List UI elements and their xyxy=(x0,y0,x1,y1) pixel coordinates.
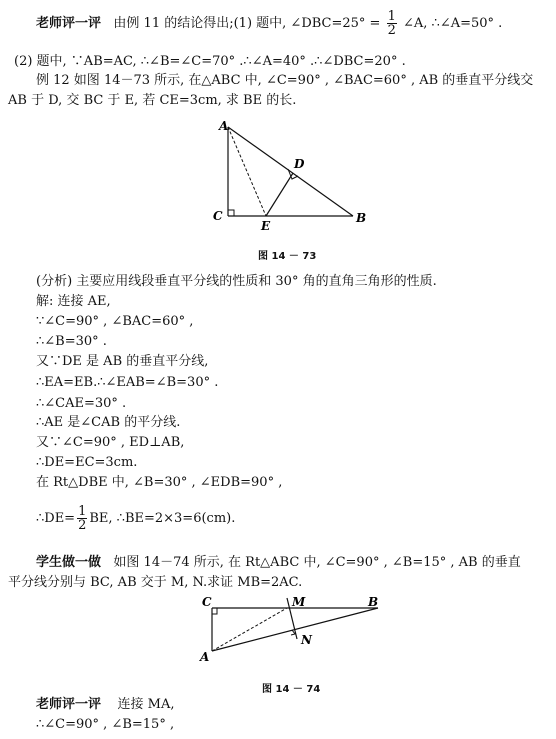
final-line xyxy=(36,505,235,533)
analysis-line: (分析) 主要应用线段垂直平分线的性质和 30° 角的直角三角形的性质. xyxy=(36,274,437,289)
label-a: A xyxy=(219,119,229,133)
label-m: M xyxy=(292,595,306,609)
solution-step: 又∵∠C=90° , ED⊥AB, xyxy=(36,435,185,450)
label-c: C xyxy=(213,209,223,223)
solution-step: 在 Rt△DBE 中, ∠B=30° , ∠EDB=90° , xyxy=(36,475,283,490)
frac-denominator: 2 xyxy=(78,518,87,533)
solution-step: ∴EA=EB.∴∠EAB=∠B=30° . xyxy=(36,375,219,390)
label-d: D xyxy=(294,157,305,171)
solution-step: ∴AE 是∠CAB 的平分线. xyxy=(36,415,181,430)
label-e: E xyxy=(261,219,271,233)
right-angle-mark-c xyxy=(228,210,234,216)
figure-14-73 xyxy=(205,118,375,238)
figure-14-74-caption: 图 14 － 74 xyxy=(262,684,321,695)
student-line1 xyxy=(36,554,521,572)
frac-numerator: 1 xyxy=(78,504,87,519)
final-text-a: ∴DE= xyxy=(36,511,76,526)
right-angle-mark-c xyxy=(212,608,217,614)
figure-14-74 xyxy=(196,594,386,666)
segment-am-dashed xyxy=(212,608,287,651)
example12-line1: 例 12 如图 14－73 所示, 在△ABC 中, ∠C=90° , ∠BAC=60° , AB 的垂直平分线交 xyxy=(36,73,534,88)
review1-heading: 老师评一评 xyxy=(36,16,102,31)
review2-text: 连接 MA, xyxy=(117,697,175,712)
review1-line xyxy=(36,10,502,37)
student-heading: 学生做一做 xyxy=(36,555,102,570)
label-a: A xyxy=(200,650,210,664)
side-ab xyxy=(228,127,353,216)
solution-step: ∴DE=EC=3cm. xyxy=(36,455,138,470)
solution-step: ∴∠CAE=30° . xyxy=(36,396,127,411)
label-b: B xyxy=(356,211,367,225)
frac-numerator: 1 xyxy=(387,9,396,24)
label-c: C xyxy=(202,595,212,609)
frac-denominator: 2 xyxy=(387,23,396,38)
fraction-one-half xyxy=(77,505,87,532)
solution-step: ∴∠B=30° . xyxy=(36,334,107,349)
example12-line2: AB 于 D, 交 BC 于 E, 若 CE=3cm, 求 BE 的长. xyxy=(8,93,297,108)
final-text-b: BE, ∴BE=2×3=6(cm). xyxy=(89,511,236,526)
student-line2: 平分线分别与 BC, AB 交于 M, N.求证 MB=2AC. xyxy=(8,575,303,590)
review2-heading: 老师评一评 xyxy=(36,697,102,712)
label-n: N xyxy=(301,633,312,647)
review2-line xyxy=(36,696,175,714)
review1-text-b: ∠A, ∴∠A=50° . xyxy=(403,16,503,31)
review1-text-a: 由例 11 的结论得出;(1) 题中, ∠DBC=25° = xyxy=(113,16,381,31)
solution-step: 解: 连接 AE, xyxy=(36,294,111,309)
label-b: B xyxy=(368,595,379,609)
solution-step: ∵∠C=90° , ∠BAC=60° , xyxy=(36,314,194,329)
last-line: ∴∠C=90° , ∠B=15° , xyxy=(36,717,175,732)
review1-line2: (2) 题中, ∵AB=AC, ∴∠B=∠C=70° .∴∠A=40° .∴∠DBC=20° . xyxy=(14,54,406,69)
student-text: 如图 14－74 所示, 在 Rt△ABC 中, ∠C=90° , ∠B=15° , AB 的垂直 xyxy=(113,555,521,570)
solution-step: 又∵DE 是 AB 的垂直平分线, xyxy=(36,354,209,369)
segment-ed xyxy=(266,173,293,216)
fraction-one-half xyxy=(387,10,397,37)
figure-14-73-caption: 图 14 － 73 xyxy=(258,251,317,262)
